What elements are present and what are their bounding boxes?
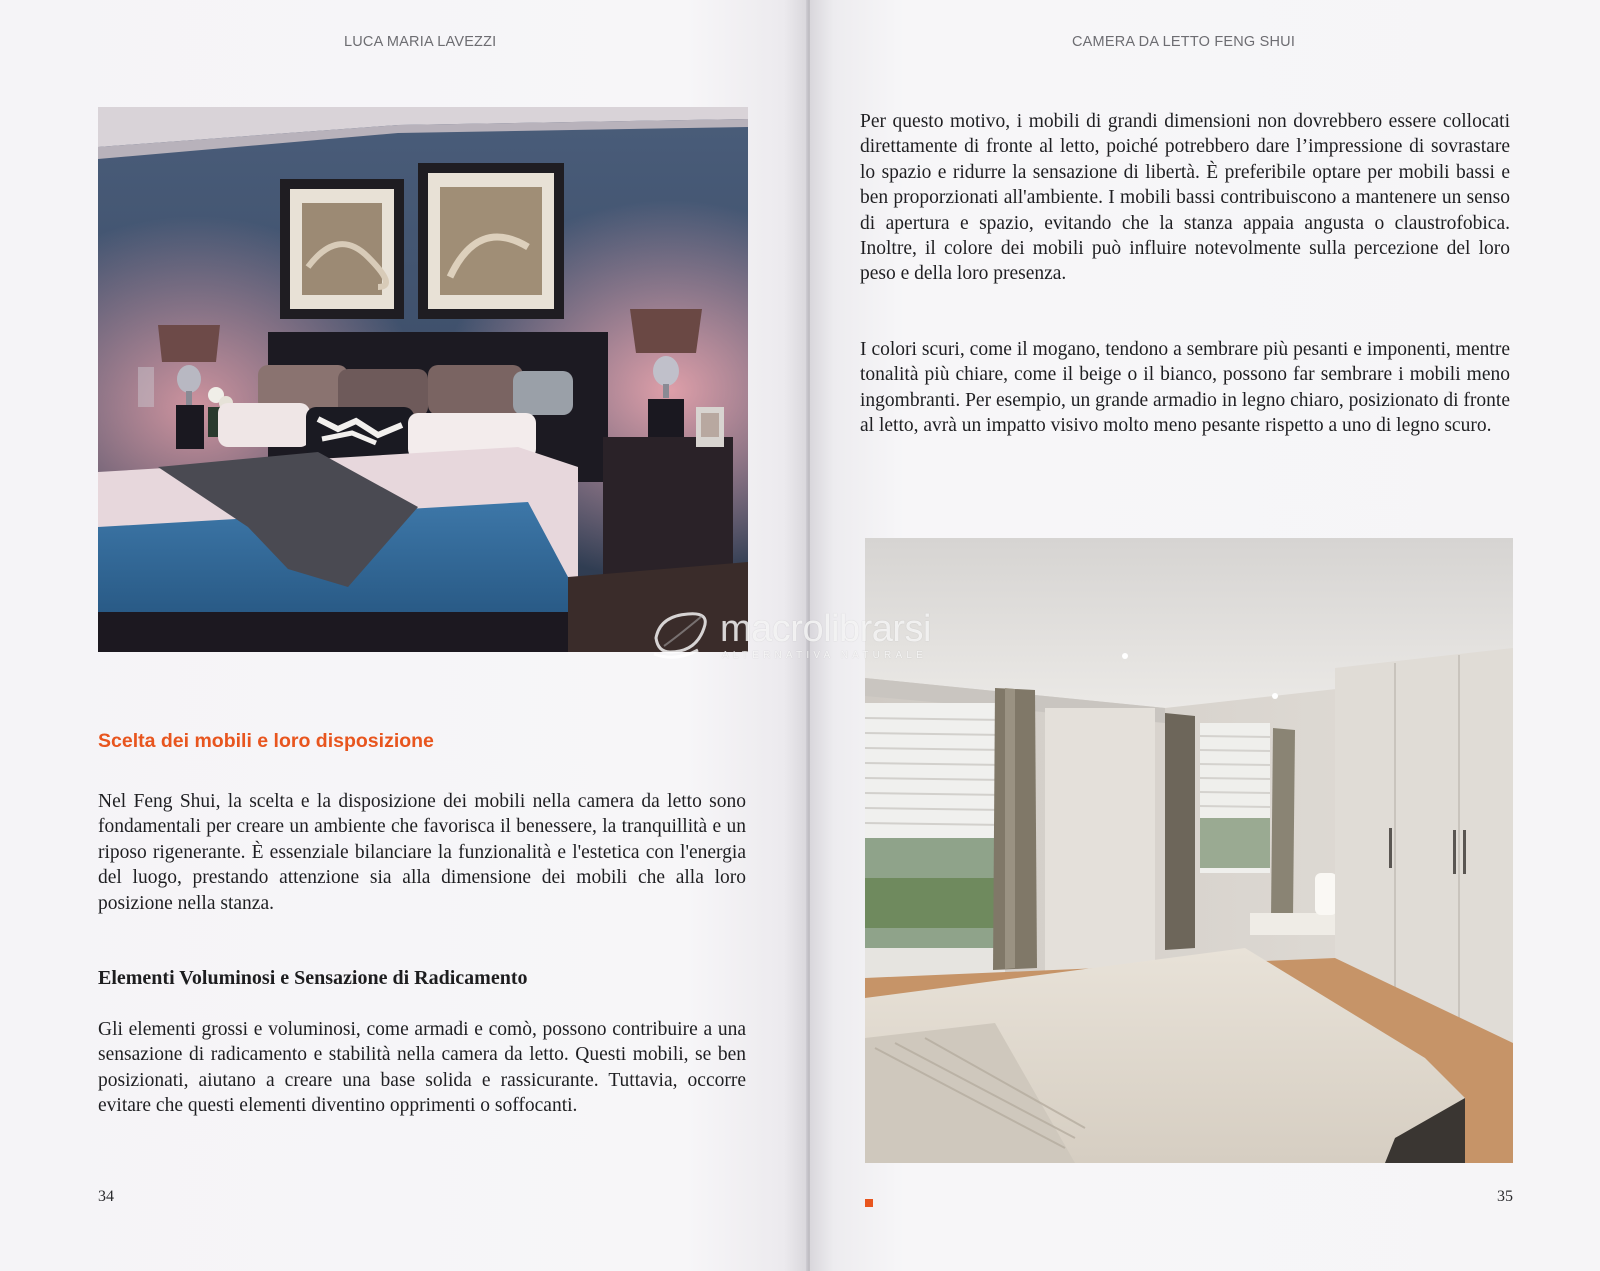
section-title: Scelta dei mobili e loro disposizione [98,730,434,752]
page-number-left: 34 [98,1188,114,1205]
intro-paragraph: Nel Feng Shui, la scelta e la disposizione dei mobili nella camera da letto sono fondamentali per creare un ambiente che favorisca il benessere, la tranquillità e un riposo rigenerante. È essenziale bilanciare la funzionalità e l'estetica con l'energia del luogo, prestando attenzione sia alla dimensione dei mobili che alla loro posizione nella stanza. [98,791,746,914]
bedroom-photo-light [865,538,1513,1163]
running-head-title: CAMERA DA LETTO FENG SHUI [1072,34,1296,50]
page-number-right: 35 [1497,1188,1513,1205]
body-paragraph: Gli elementi grossi e voluminosi, come armadi e comò, possono contribuire a una sensazione di radicamento e stabilità nella camera da letto. Questi mobili, se ben posizionati, aiutano a creare una base solida e rassicurante. Tuttavia, occorre evitare che questi elementi diventino opprimenti o soffocanti. [98,1019,746,1117]
bedroom-photo-dark [98,107,748,652]
watermark-tagline: ALTERNATIVA NATURALE [722,650,927,661]
body-paragraph: I colori scuri, come il mogano, tendono a sembrare più pesanti e imponenti, mentre tonalità più chiare, come il beige o il bianco, possono far sembrare i mobili meno ingombranti. Per esempio, un grande armadio in legno chiaro, posizionato di fronte al letto, avrà un impatto visivo molto meno pesante rispetto a uno di legno scuro. [860,339,1510,437]
watermark-brand: macrolibrarsi [720,608,931,650]
folio-marker [865,1199,873,1207]
subheading: Elementi Voluminosi e Sensazione di Radicamento [98,967,528,989]
body-paragraph: Per questo motivo, i mobili di grandi dimensioni non dovrebbero essere collocati direttamente di fronte al letto, poiché potrebbero dare l’impressione di sovrastare lo spazio e ridurre la sensazione di libertà. È preferibile optare per mobili bassi e ben proporzionati all'ambiente. I mobili bassi contribuiscono a mantenere un senso di apertura e spazio, evitando che la stanza appaia angusta o claustrofobica. Inoltre, il colore dei mobili può influire notevolmente sulla percezione del loro peso e della loro presenza. [860,111,1510,285]
running-head-author: LUCA MARIA LAVEZZI [344,34,497,50]
right-page [810,0,1600,1271]
